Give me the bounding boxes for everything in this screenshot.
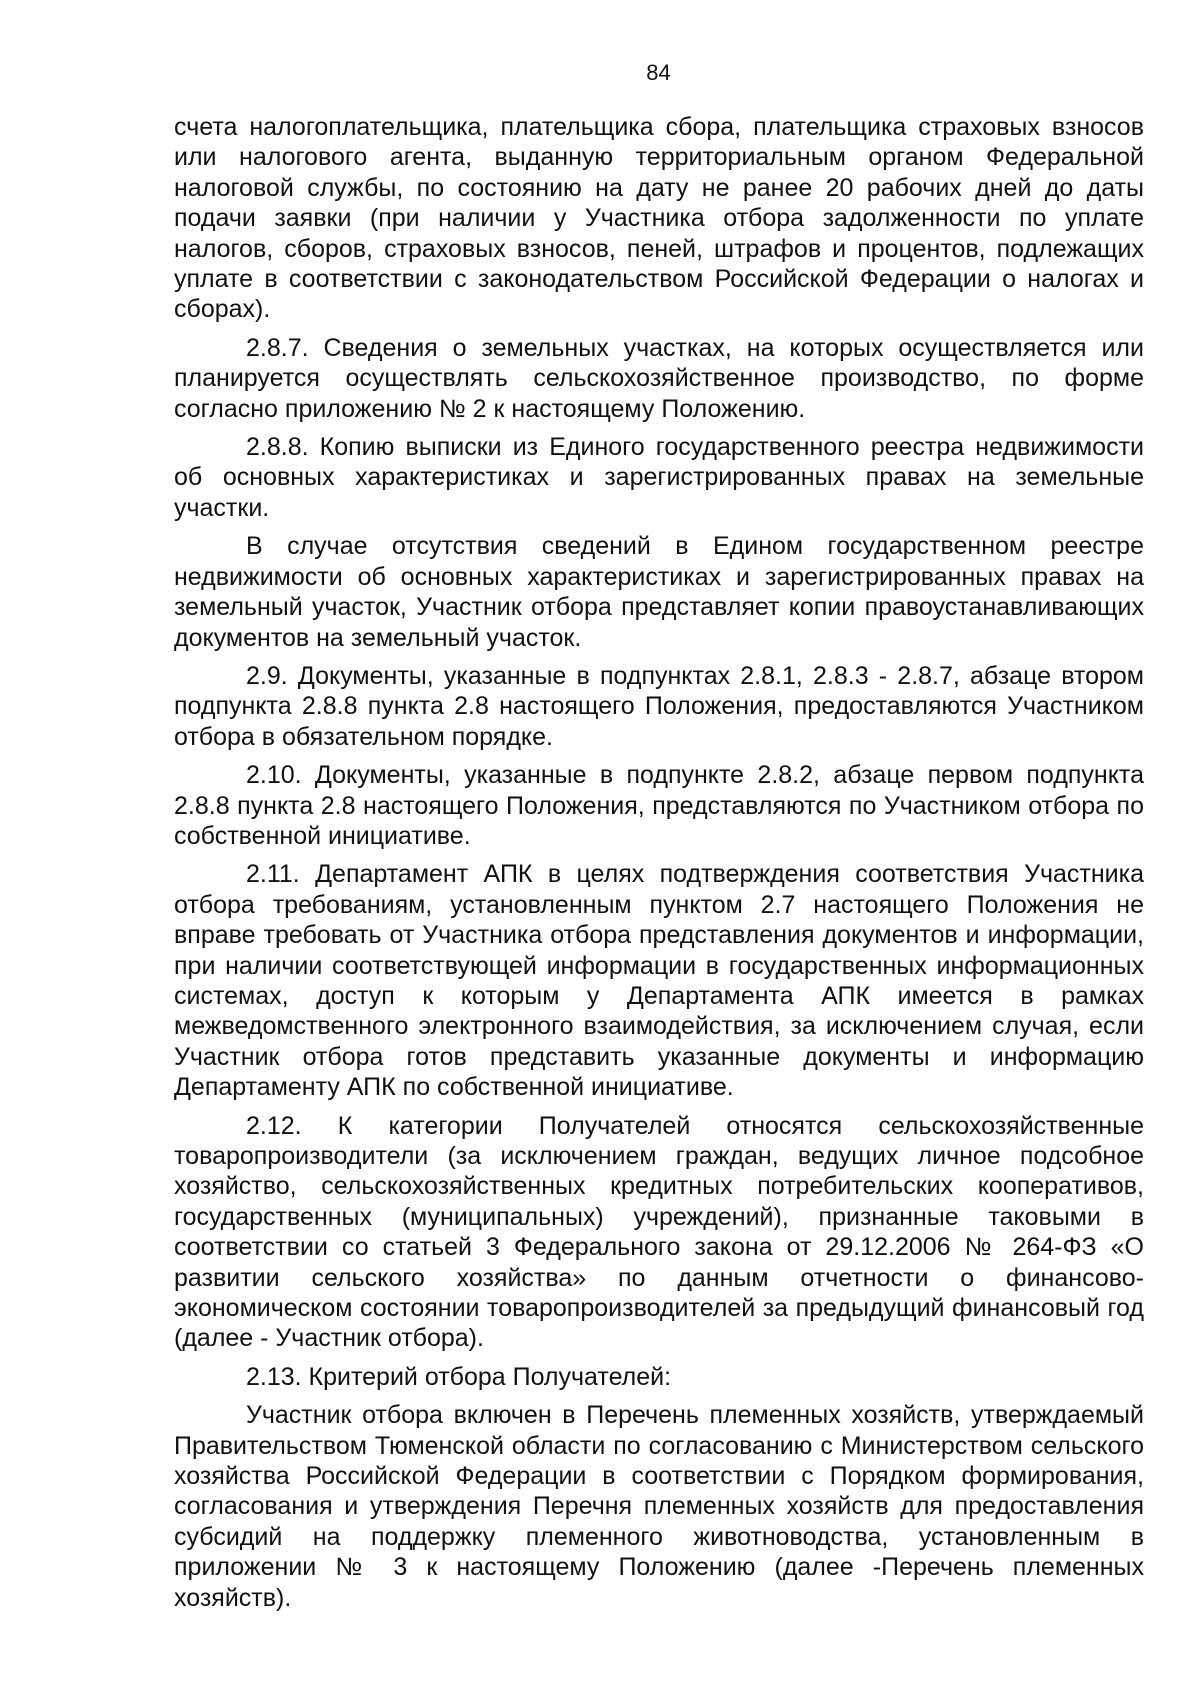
document-body	[174, 112, 1144, 1621]
paragraph: 2.13. Критерий отбора Получателей:	[246, 1362, 672, 1391]
paragraph: 2.12. К категории Получателей относятся сельскохозяйственные товаропроизводители (за исключением граждан, ведущих личное подсобное хозяйство, сельскохозяйственных кредитных потребительских кооперативов, государственных (муниципальных) учреждений), признанные таковыми в соответствии со статьей 3 Федерального закона от 29.12.2006 № 264-ФЗ «О развитии сельского хозяйства» по данным отчетности о финансово-экономическом состоянии товаропроизводителей за предыдущий финансовый год (далее - Участник отбора).	[174, 1111, 1144, 1353]
page-number: 84	[646, 60, 671, 85]
paragraph: 2.11. Департамент АПК в целях подтверждения соответствия Участника отбора требованиям, установленным пунктом 2.7 настоящего Положения не вправе требовать от Участника отбора представления документов и информации, при наличии соответствующей информации в государственных информационных системах, доступ к которым у Департамента АПК имеется в рамках межведомственного электронного взаимодействия, за исключением случая, если Участник отбора готов представить указанные документы и информацию Департаменту АПК по собственной инициативе.	[174, 860, 1144, 1102]
paragraph: 2.10. Документы, указанные в подпункте 2.8.2, абзаце первом подпункта 2.8.8 пункта 2.8 настоящего Положения, представляются по Участником отбора по собственной инициативе.	[174, 761, 1144, 850]
paragraph: 2.9. Документы, указанные в подпунктах 2.8.1, 2.8.3 - 2.8.7, абзаце втором подпункта 2.8.8 пункта 2.8 настоящего Положения, предоставляются Участником отбора в обязательном порядке.	[174, 661, 1144, 751]
paragraph: Участник отбора включен в Перечень племенных хозяйств, утверждаемый Правительством Тюменской области по согласованию с Министерством сельского хозяйства Российской Федерации в соответствии с Порядком формирования, согласования и утверждения Перечня племенных хозяйств для предоставления субсидий на поддержку племенного животноводства, установленным в приложении № 3 к настоящему Положению (далее -Перечень племенных хозяйств).	[174, 1401, 1144, 1612]
paragraph: 2.8.8. Копию выписки из Единого государственного реестра недвижимости об основных характеристиках и зарегистрированных правах на земельные участки.	[174, 433, 1144, 522]
paragraph: 2.8.7. Сведения о земельных участках, на которых осуществляется или планируется осуществлять сельскохозяйственное производство, по форме согласно приложению № 2 к настоящему Положению.	[174, 333, 1144, 423]
paragraph: В случае отсутствия сведений в Едином государственном реестре недвижимости об основных характеристиках и зарегистрированных правах на земельный участок, Участник отбора представляет копии правоустанавливающих документов на земельный участок.	[174, 532, 1144, 652]
paragraph: счета налогоплательщика, плательщика сбора, плательщика страховых взносов или налогового агента, выданную территориальным органом Федеральной налоговой службы, по состоянию на дату не ранее 20 рабочих дней до даты подачи заявки (при наличии у Участника отбора задолженности по уплате налогов, сборов, страховых взносов, пеней, штрафов и процентов, подлежащих уплате в соответствии с законодательством Российской Федерации о налогах и сборах).	[174, 113, 1144, 324]
